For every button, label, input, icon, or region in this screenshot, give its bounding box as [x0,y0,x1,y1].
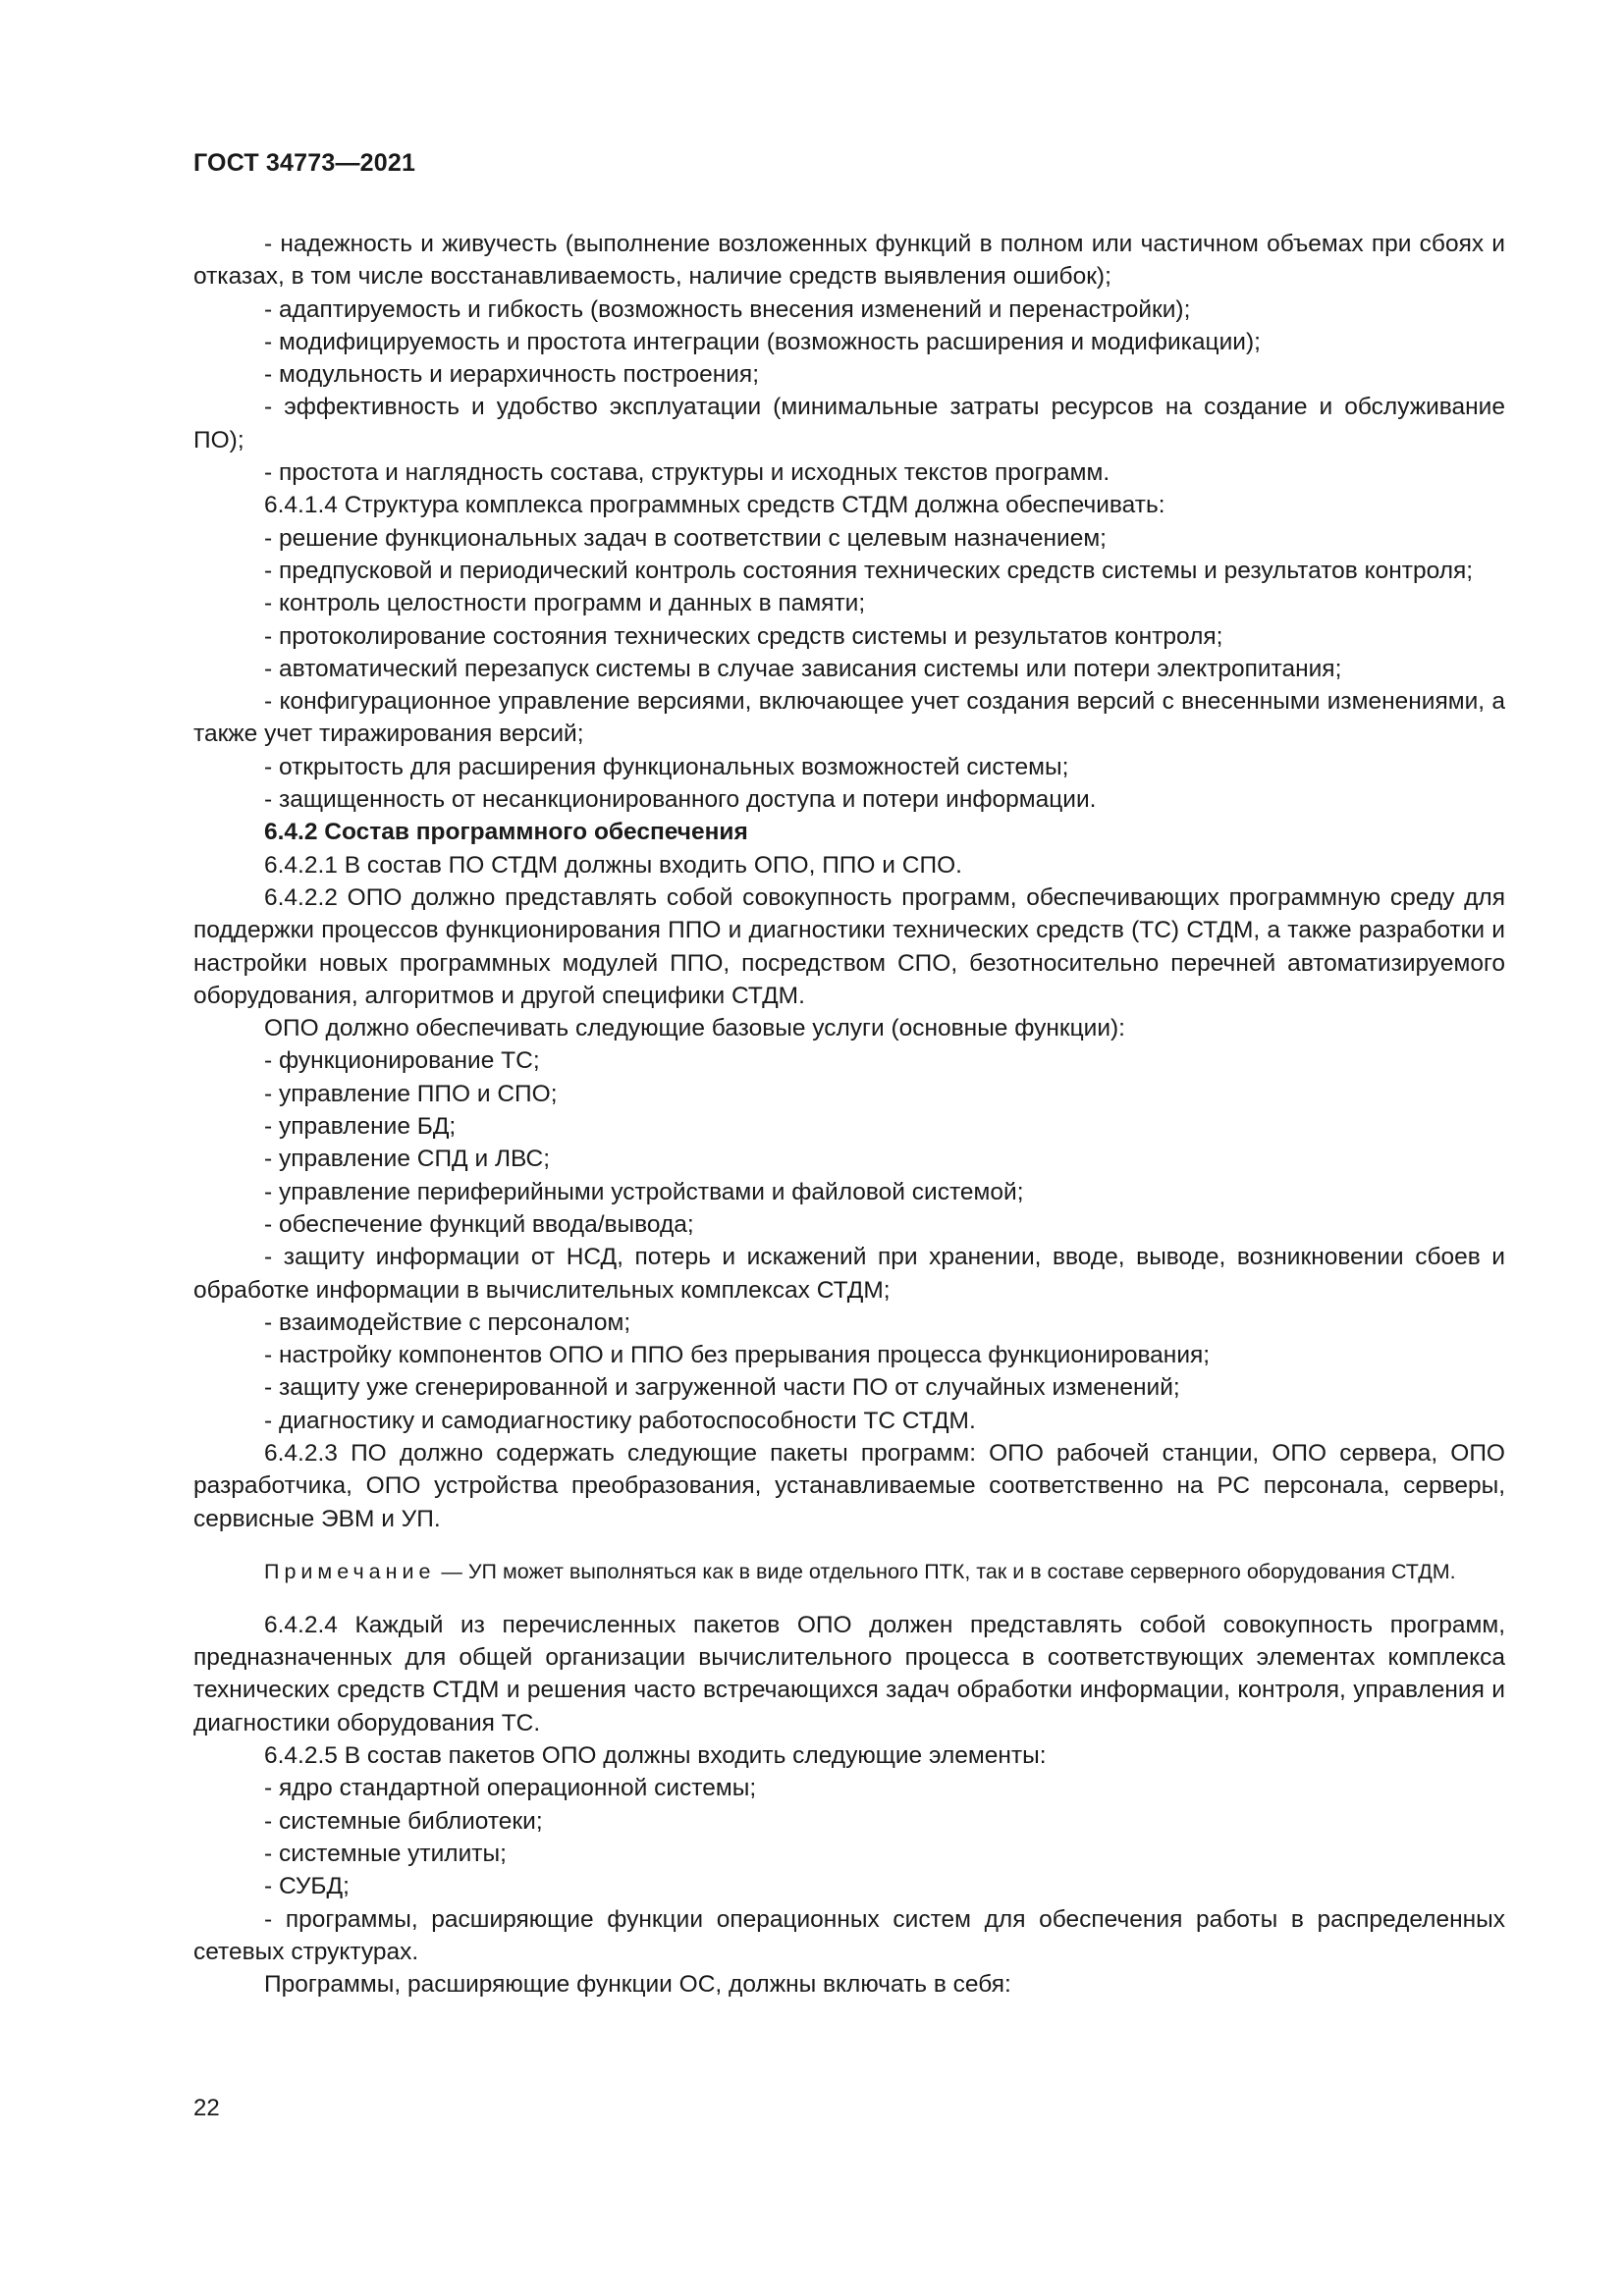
note-paragraph [193,1557,1505,1587]
list-item: - настройку компонентов ОПО и ППО без прерывания процесса функционирования; [264,1342,1211,1369]
list-item: - решение функциональных задач в соответствии с целевым назначением; [264,524,1107,552]
list-item: - ядро стандартной операционной системы; [264,1775,757,1802]
list-item: - системные утилиты; [264,1840,507,1867]
list-item: - протоколирование состояния технических средств системы и результатов контроля; [264,622,1223,650]
list-item: - обеспечение функций ввода/вывода; [264,1210,694,1238]
list-item: - контроль целостности программ и данных в памяти; [264,590,866,617]
list-item: - СУБД; [264,1873,350,1900]
list-item: - конфигурационное управление версиями, включающее учет создания версий с внесенными изменениями, а также учет тиражирования версий; [193,688,1505,748]
clause-paragraph: 6.4.2.4 Каждый из перечисленных пакетов ОПО должен представлять собой совокупность программ, предназначенных для общей организации вычислительного процесса в соответствующих элементах комплекса технических средств СТДМ и решения часто встречающихся задач обработки информации, контроля, управления и диагностики оборудования ТС. [193,1611,1505,1736]
section-heading: 6.4.2 Состав программного обеспечения [264,819,748,846]
document-body [193,228,1505,2001]
list-item: - автоматический перезапуск системы в случае зависания системы или потери электропитания; [264,655,1342,682]
list-item: - взаимодействие с персоналом; [264,1308,631,1336]
body-paragraph: Программы, расширяющие функции ОС, должны включать в себя: [264,1971,1011,1999]
body-paragraph: ОПО должно обеспечивать следующие базовые услуги (основные функции): [264,1015,1125,1042]
list-item: - эффективность и удобство эксплуатации (минимальные затраты ресурсов на создание и обслуживание ПО); [193,394,1505,454]
clause-paragraph: 6.4.1.4 Структура комплекса программных средств СТДМ должна обеспечивать: [264,492,1165,519]
list-item: - управление СПД и ЛВС; [264,1146,551,1173]
standard-header: ГОСТ 34773—2021 [193,149,416,177]
note-text: — УП может выполняться как в виде отдельного ПТК, так и в составе серверного оборудования СТДМ. [435,1559,1456,1583]
list-item: - надежность и живучесть (выполнение возложенных функций в полном или частичном объемах при сбоях и отказах, в том числе восстанавливаемость, наличие средств выявления ошибок); [193,231,1505,291]
clause-paragraph: 6.4.2.3 ПО должно содержать следующие пакеты программ: ОПО рабочей станции, ОПО сервера, ОПО разработчика, ОПО устройства преобразования, устанавливаемые соответственно на РС персонала, серверы, сервисные ЭВМ и УП. [193,1439,1505,1532]
note-label: Примечание [264,1559,436,1583]
list-item: - управление ППО и СПО; [264,1080,558,1107]
list-item: - защищенность от несанкционированного доступа и потери информации. [264,786,1097,814]
list-item: - открытость для расширения функциональных возможностей системы; [264,753,1069,780]
page-number: 22 [193,2095,220,2121]
list-item: - защиту уже сгенерированной и загруженной части ПО от случайных изменений; [264,1374,1180,1402]
clause-paragraph: 6.4.2.5 В состав пакетов ОПО должны входить следующие элементы: [264,1742,1047,1770]
list-item: - программы, расширяющие функции операционных систем для обеспечения работы в распределенных сетевых структурах. [193,1905,1505,1965]
list-item: - системные библиотеки; [264,1807,543,1835]
list-item: - защиту информации от НСД, потерь и искажений при хранении, вводе, выводе, возникновении сбоев и обработке информации в вычислительных комплексах СТДМ; [193,1244,1505,1304]
list-item: - простота и наглядность состава, структуры и исходных текстов программ. [264,459,1110,487]
list-item: - диагностику и самодиагностику работоспособности ТС СТДМ. [264,1407,976,1434]
list-item: - адаптируемость и гибкость (возможность внесения изменений и перенастройки); [264,295,1191,323]
list-item: - модифицируемость и простота интеграции (возможность расширения и модификации); [264,328,1261,355]
list-item: - управление БД; [264,1113,457,1141]
list-item: - функционирование ТС; [264,1047,540,1075]
clause-paragraph: 6.4.2.1 В состав ПО СТДМ должны входить ОПО, ППО и СПО. [264,851,962,879]
list-item: - управление периферийными устройствами и файловой системой; [264,1178,1024,1205]
list-item: - модульность и иерархичность построения; [264,361,759,389]
clause-paragraph: 6.4.2.2 ОПО должно представлять собой совокупность программ, обеспечивающих программную среду для поддержки процессов функционирования ППО и диагностики технических средств (ТС) СТДМ, а также разработки и настройки новых программных модулей ППО, посредством СПО, безотносительно перечней автоматизируемого оборудования, алгоритмов и другой специфики СТДМ. [193,883,1505,1009]
list-item: - предпусковой и периодический контроль состояния технических средств системы и результатов контроля; [264,557,1474,584]
